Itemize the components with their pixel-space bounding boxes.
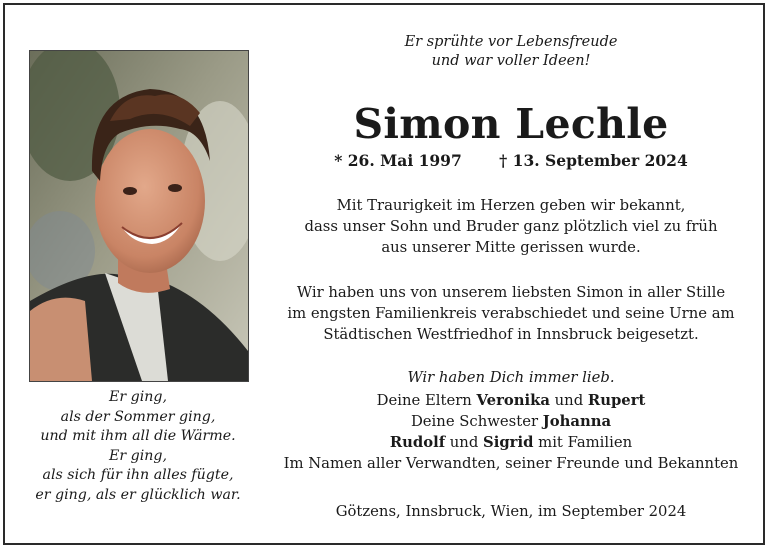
poem [23,388,253,505]
poem-line: als sich für ihn alles fügte, [42,467,234,483]
text-line: aus unserer Mitte gerissen wurde. [381,239,641,256]
motto-line: und war voller Ideen! [431,53,591,69]
poem-line: Er ging, [109,389,167,405]
relative-name: Sigrid [483,434,534,451]
family-signatures [275,390,747,474]
text-line: Städtischen Westfriedhof in Innsbruck beigesetzt. [323,326,699,343]
text-line: dass unser Sohn und Bruder ganz plötzlich viel zu früh [304,218,718,235]
poem-line: Er ging, [109,447,167,464]
extended-family-line: Im Namen aller Verwandten, seiner Freunde und Bekannten [283,455,739,472]
announcement-paragraph [275,195,747,258]
sister-line [275,411,747,432]
text-line: Wir haben uns von unserem liebsten Simon in aller Stille [296,284,726,301]
poem-line: als der Sommer ging, [60,408,216,425]
closing-line: Wir haben Dich immer lieb. [407,369,615,386]
sister-name: Johanna [542,413,612,430]
relatives-suffix: mit Familien [533,434,633,451]
relative-name: Rudolf [389,434,446,451]
place-and-date: Götzens, Innsbruck, Wien, im September 2024 [335,503,687,520]
deceased-name: Simon Lechle [353,100,669,148]
conjunction: und [549,392,588,409]
obituary-card [3,3,765,545]
relatives-line [275,432,747,453]
life-dates [275,151,747,171]
sister-prefix: Deine Schwester [410,413,543,430]
motto [275,33,747,71]
motto-line: Er sprühte vor Lebensfreude [404,34,618,50]
parents-prefix: Deine Eltern [376,392,477,409]
conjunction: und [445,434,484,451]
father-name: Rupert [587,392,646,409]
portrait-photo [29,50,249,382]
parents-line [275,390,747,411]
death-date: † 13. September 2024 [499,151,688,170]
text-line: im engsten Familienkreis verabschiedet und seine Urne am [287,305,735,322]
poem-line: er ging, als er glücklich war. [35,486,241,503]
burial-paragraph [275,282,747,345]
mother-name: Veronika [476,392,550,409]
poem-line: und mit ihm all die Wärme. [40,428,236,444]
birth-date: * 26. Mai 1997 [334,151,462,170]
text-line: Mit Traurigkeit im Herzen geben wir bekannt, [336,197,686,214]
